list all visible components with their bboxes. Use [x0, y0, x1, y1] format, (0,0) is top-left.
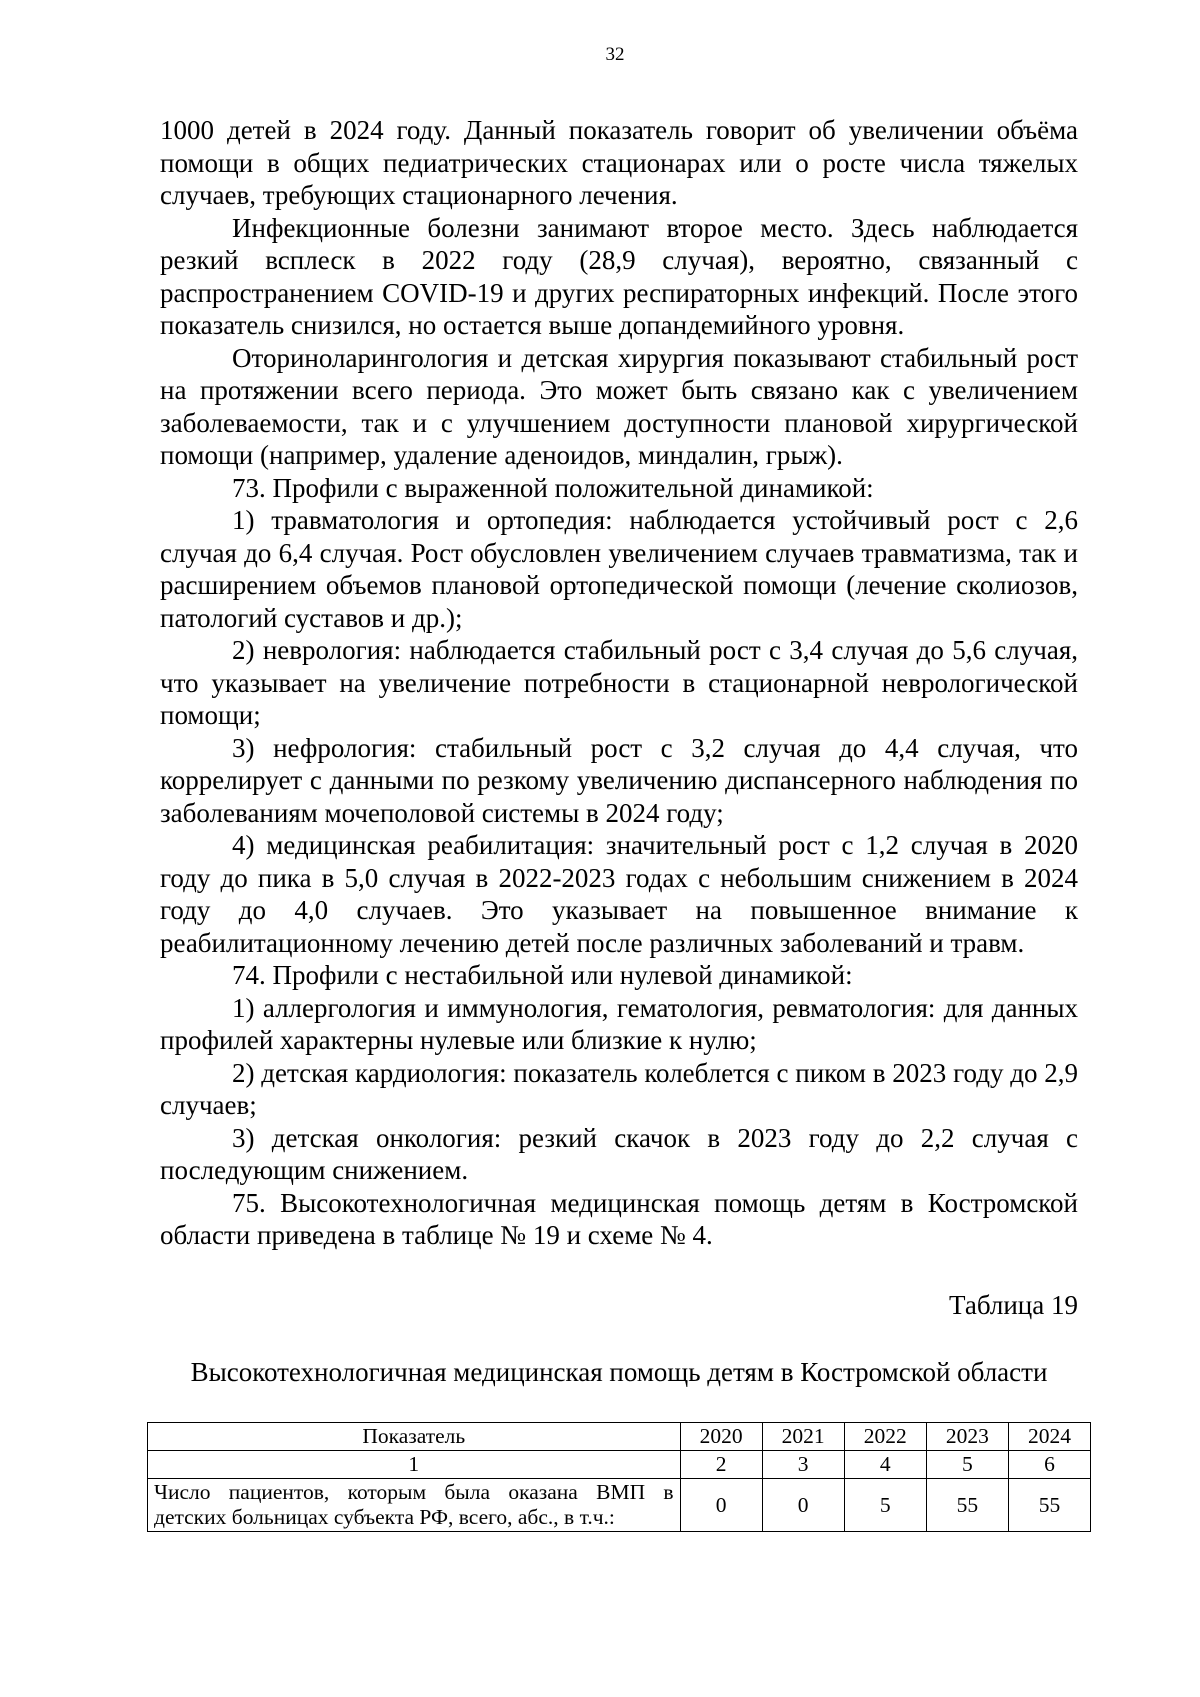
- column-number: 6: [1008, 1451, 1090, 1479]
- list-item: 2) неврология: наблюдается стабильный рост с 3,4 случая до 5,6 случая, что указывает на увеличение потребности в стационарной неврологической помощи;: [160, 635, 1078, 730]
- table-title: Высокотехнологичная медицинская помощь детям в Костромской области: [190, 1357, 1048, 1387]
- page-number: 32: [605, 44, 625, 65]
- column-header-year: 2020: [680, 1423, 762, 1451]
- table-label: Таблица 19: [949, 1290, 1078, 1320]
- column-number: 1: [148, 1451, 681, 1479]
- section-heading: 74. Профили с нестабильной или нулевой динамикой:: [232, 960, 853, 990]
- column-header-year: 2022: [844, 1423, 926, 1451]
- body-text: [160, 114, 1078, 1252]
- value-cell: 0: [680, 1479, 762, 1532]
- column-number-row: [148, 1451, 1091, 1479]
- list-item: 1) травматология и ортопедия: наблюдается устойчивый рост с 2,6 случая до 6,4 случая. Рост обусловлен увеличением случаев травматизма, так и расширением объемов плановой ортопедической помощи (лечение сколиозов, патологий суставов и др.);: [160, 505, 1078, 633]
- paragraph: 75. Высокотехнологичная медицинская помощь детям в Костромской области приведена в таблице № 19 и схеме № 4.: [160, 1187, 1078, 1250]
- list-item: 3) нефрология: стабильный рост с 3,2 случая до 4,4 случая, что коррелирует с данными по резкому увеличению диспансерного наблюдения по заболеваниям мочеполовой системы в 2024 году;: [160, 732, 1078, 828]
- value-cell: 55: [926, 1479, 1008, 1532]
- column-header-indicator: Показатель: [148, 1423, 681, 1451]
- value-cell: 55: [1008, 1479, 1090, 1532]
- list-item: 1) аллергология и иммунология, гематология, ревматология: для данных профилей характерны нулевые или близкие к нулю;: [160, 992, 1078, 1055]
- value-cell: 0: [762, 1479, 844, 1532]
- column-header-year: 2023: [926, 1423, 1008, 1451]
- column-number: 3: [762, 1451, 844, 1479]
- list-item: 3) детская онкология: резкий скачок в 2023 году до 2,2 случая с последующим снижением.: [160, 1122, 1078, 1185]
- paragraph: Оториноларингология и детская хирургия показывают стабильный рост на протяжении всего периода. Это может быть связано как с увеличением заболеваемости, так и с улучшением доступности плановой хирургической помощи (например, удаление аденоидов, миндалин, грыж).: [160, 342, 1078, 470]
- data-table: [147, 1422, 1091, 1532]
- table-header-row: [148, 1423, 1091, 1451]
- paragraph: Инфекционные болезни занимают второе место. Здесь наблюдается резкий всплеск в 2022 году (28,9 случая), вероятно, связанный с распространением COVID-19 и других респираторных инфекций. После этого показатель снизился, но остается выше допандемийного уровня.: [160, 212, 1078, 340]
- table-row: [148, 1479, 1091, 1532]
- indicator-cell: Число пациентов, которым была оказана ВМП в детских больницах субъекта РФ, всего, абс., в т.ч.:: [148, 1479, 681, 1532]
- list-item: 2) детская кардиология: показатель колеблется с пиком в 2023 году до 2,9 случаев;: [160, 1057, 1078, 1120]
- paragraph: 1000 детей в 2024 году. Данный показатель говорит об увеличении объёма помощи в общих педиатрических стационарах или о росте числа тяжелых случаев, требующих стационарного лечения.: [160, 115, 1078, 210]
- column-number: 5: [926, 1451, 1008, 1479]
- section-heading: 73. Профили с выраженной положительной динамикой:: [232, 472, 874, 503]
- column-header-year: 2024: [1008, 1423, 1090, 1451]
- column-number: 2: [680, 1451, 762, 1479]
- column-header-year: 2021: [762, 1423, 844, 1451]
- value-cell: 5: [844, 1479, 926, 1532]
- column-number: 4: [844, 1451, 926, 1479]
- list-item: 4) медицинская реабилитация: значительный рост с 1,2 случая в 2020 году до пика в 5,0 случая в 2022-2023 годах с небольшим снижением в 2024 году до 4,0 случаев. Это указывает на повышенное внимание к реабилитационному лечению детей после различных заболеваний и травм.: [160, 830, 1078, 958]
